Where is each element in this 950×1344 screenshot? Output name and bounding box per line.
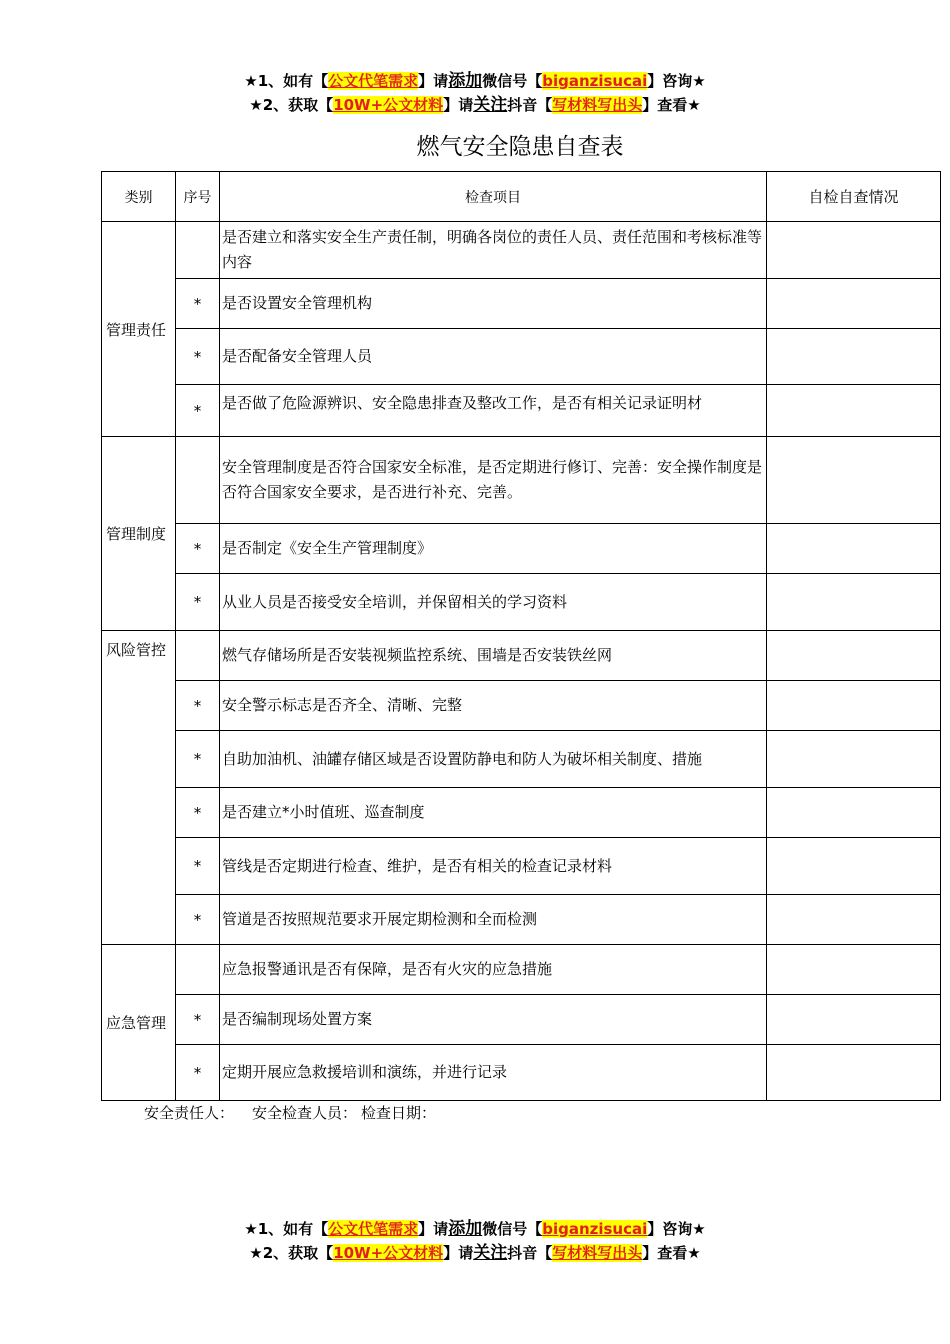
promo-text: 抖音【 <box>507 96 553 114</box>
table-row <box>102 329 941 385</box>
promo-text: 微信号【 <box>482 72 543 90</box>
promo-text: 】查看★ <box>642 1244 701 1262</box>
table-header-row <box>102 172 941 222</box>
signature-footer <box>144 1102 454 1123</box>
row-item: 是否设置安全管理机构 <box>220 279 767 329</box>
row-number: * <box>176 574 220 631</box>
row-status[interactable] <box>767 945 941 995</box>
row-item: 管线是否定期进行检查、维护，是否有相关的检查记录材料 <box>220 838 767 895</box>
row-status[interactable] <box>767 631 941 681</box>
table-row <box>102 524 941 574</box>
row-number: * <box>176 838 220 895</box>
table-row <box>102 574 941 631</box>
table-row <box>102 222 941 279</box>
row-status[interactable] <box>767 385 941 437</box>
table-row <box>102 681 941 731</box>
promo-text: 】咨询★ <box>647 1220 706 1238</box>
row-number: * <box>176 279 220 329</box>
row-item: 是否配备安全管理人员 <box>220 329 767 385</box>
row-status[interactable] <box>767 995 941 1045</box>
promo-line-2 <box>0 93 950 117</box>
promo-text: 】请 <box>443 96 474 114</box>
promo-text: ★1、如有【 <box>244 1220 329 1238</box>
row-number <box>176 437 220 524</box>
page-title: 燃气安全隐患自查表 <box>416 134 624 160</box>
row-number: * <box>176 788 220 838</box>
row-status[interactable] <box>767 895 941 945</box>
promo-text: 】请 <box>418 1220 449 1238</box>
row-number: * <box>176 995 220 1045</box>
row-status[interactable] <box>767 279 941 329</box>
row-status[interactable] <box>767 731 941 788</box>
promo-text: ★1、如有【 <box>244 72 329 90</box>
promo-highlight: 公文代笔需求 <box>328 1220 419 1238</box>
promo-line-1 <box>0 69 950 93</box>
row-item: 安全管理制度是否符合国家安全标准，是否定期进行修订、完善：安全操作制度是否符合国家安全要求，是否进行补充、完善。 <box>220 437 767 524</box>
row-item: 是否建立和落实安全生产责任制，明确各岗位的责任人员、责任范围和考核标准等内容 <box>220 222 767 279</box>
row-number <box>176 222 220 279</box>
promo-text: ★2、获取【 <box>249 1244 334 1262</box>
inspector-label: 安全检查人员： <box>252 1104 358 1122</box>
row-item: 燃气存储场所是否安装视频监控系统、围墙是否安装铁丝网 <box>220 631 767 681</box>
row-item: 安全警示标志是否齐全、清晰、完整 <box>220 681 767 731</box>
promo-emphasis: 关注 <box>473 95 508 115</box>
row-status[interactable] <box>767 524 941 574</box>
category-cell: 应急管理 <box>102 945 176 1101</box>
promo-header-bottom <box>0 1217 950 1265</box>
row-item: 是否制定《安全生产管理制度》 <box>220 524 767 574</box>
table-row <box>102 1045 941 1101</box>
promo-line-1 <box>0 1217 950 1241</box>
header-number: 序号 <box>176 172 220 222</box>
check-date-label: 检查日期： <box>361 1104 437 1122</box>
row-status[interactable] <box>767 838 941 895</box>
row-item: 应急报警通讯是否有保障，是否有火灾的应急措施 <box>220 945 767 995</box>
table-row <box>102 731 941 788</box>
row-number: * <box>176 1045 220 1101</box>
category-cell: 管理制度 <box>102 437 176 631</box>
promo-text: 抖音【 <box>507 1244 553 1262</box>
responsible-person-label: 安全责任人： <box>144 1104 235 1122</box>
table-row <box>102 385 941 437</box>
header-item: 检查项目 <box>220 172 767 222</box>
table-row <box>102 279 941 329</box>
promo-emphasis: 关注 <box>473 1243 508 1263</box>
promo-emphasis: 添加 <box>448 1219 483 1239</box>
row-status[interactable] <box>767 681 941 731</box>
table-row <box>102 631 941 681</box>
table-row <box>102 788 941 838</box>
table-row <box>102 995 941 1045</box>
row-status[interactable] <box>767 574 941 631</box>
promo-line-2 <box>0 1241 950 1265</box>
row-number: * <box>176 731 220 788</box>
checklist-table <box>101 171 941 1101</box>
row-number <box>176 945 220 995</box>
row-number: * <box>176 329 220 385</box>
promo-text: 】咨询★ <box>647 72 706 90</box>
promo-text: 】请 <box>443 1244 474 1262</box>
row-number: * <box>176 681 220 731</box>
header-status: 自检自查情况 <box>767 172 941 222</box>
row-item: 定期开展应急救援培训和演练，并进行记录 <box>220 1045 767 1101</box>
table-row <box>102 838 941 895</box>
promo-text: ★2、获取【 <box>249 96 334 114</box>
category-cell: 风险管控 <box>102 631 176 945</box>
row-item: 是否做了危险源辨识、安全隐患排查及整改工作，是否有相关记录证明材 <box>220 385 767 437</box>
promo-emphasis: 添加 <box>448 71 483 91</box>
row-number <box>176 631 220 681</box>
promo-text: 微信号【 <box>482 1220 543 1238</box>
table-row <box>102 945 941 995</box>
promo-text: 】查看★ <box>642 96 701 114</box>
row-item: 从业人员是否接受安全培训，并保留相关的学习资料 <box>220 574 767 631</box>
row-status[interactable] <box>767 222 941 279</box>
row-status[interactable] <box>767 329 941 385</box>
promo-douyin-name: 写材料写出头 <box>552 1244 643 1262</box>
category-cell: 管理责任 <box>102 222 176 437</box>
promo-header-top <box>0 69 950 117</box>
promo-highlight: 10W+公文材料 <box>333 1244 444 1262</box>
row-item: 是否编制现场处置方案 <box>220 995 767 1045</box>
row-item: 是否建立*小时值班、巡查制度 <box>220 788 767 838</box>
row-item: 自助加油机、油罐存储区域是否设置防静电和防人为破坏相关制度、措施 <box>220 731 767 788</box>
row-number: * <box>176 895 220 945</box>
row-status[interactable] <box>767 1045 941 1101</box>
promo-highlight: 10W+公文材料 <box>333 96 444 114</box>
row-number: * <box>176 524 220 574</box>
table-row <box>102 437 941 524</box>
row-item: 管道是否按照规范要求开展定期检测和全而检测 <box>220 895 767 945</box>
promo-highlight: 公文代笔需求 <box>328 72 419 90</box>
header-category: 类别 <box>102 172 176 222</box>
table-row <box>102 895 941 945</box>
promo-text: 】请 <box>418 72 449 90</box>
promo-douyin-name: 写材料写出头 <box>552 96 643 114</box>
promo-wechat-id: biganzisucai <box>542 72 648 90</box>
row-status[interactable] <box>767 788 941 838</box>
row-status[interactable] <box>767 437 941 524</box>
promo-wechat-id: biganzisucai <box>542 1220 648 1238</box>
row-number: * <box>176 385 220 437</box>
